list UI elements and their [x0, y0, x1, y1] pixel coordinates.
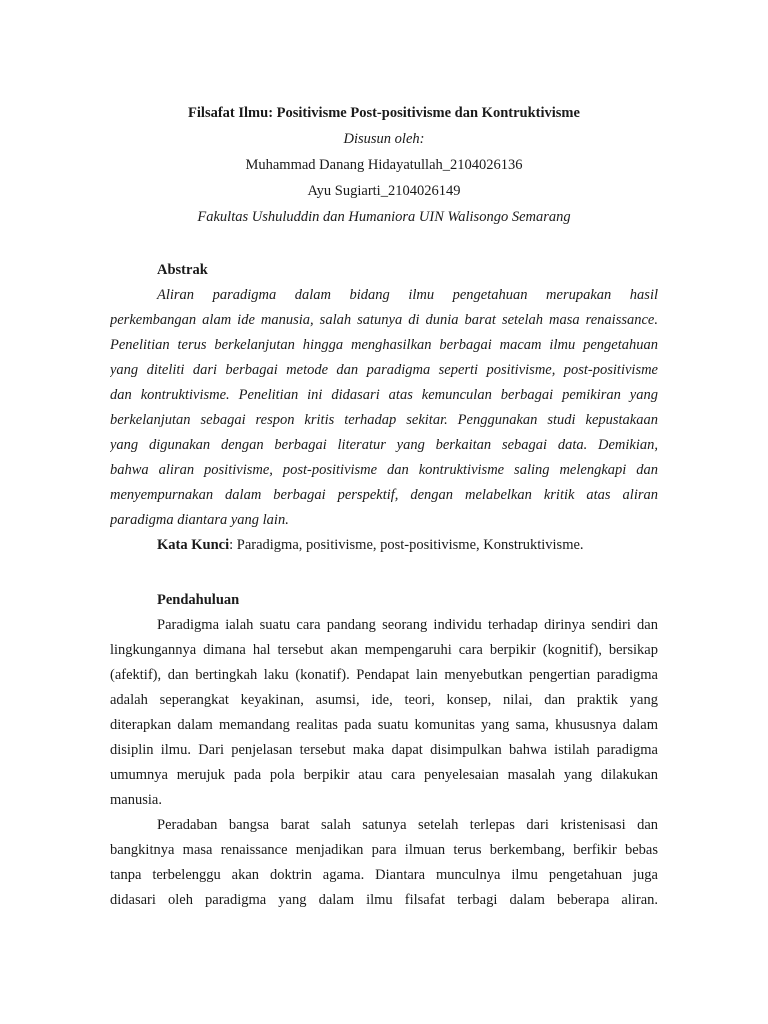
keywords-text: : Paradigma, positivisme, post-positivisme, Konstruktivisme.	[229, 537, 584, 553]
document-header	[0, 100, 768, 230]
abstract-line: menyempurnakan dalam berbagai perspektif, dengan melabelkan kritik atas aliran	[110, 487, 658, 503]
abstract-line: berkelanjutan sebagai respon kritis terhadap sekitar. Penggunakan studi kepustakaan	[110, 412, 658, 428]
body-line: disiplin ilmu. Dari penjelasan tersebut maka dapat disimpulkan bahwa istilah paradigma	[110, 742, 658, 758]
abstract-line: perkembangan alam ide manusia, salah satunya di dunia barat setelah masa renaissance.	[110, 312, 658, 328]
body-line: bangkitnya masa renaissance menjadikan para ilmuan terus berkembang, berfikir bebas	[110, 842, 658, 858]
introduction-heading: Pendahuluan	[157, 592, 240, 608]
abstract-line: yang diteliti dari berbagai metode dan paradigma seperti positivisme, post-positivisme	[110, 362, 658, 378]
author-1: Muhammad Danang Hidayatullah_2104026136	[245, 157, 523, 173]
body-line: umumnya merujuk pada pola berpikir atau cara penyelesaian masalah yang dilakukan	[110, 767, 658, 783]
body-line: Paradigma ialah suatu cara pandang seorang individu terhadap dirinya sendiri dan	[157, 617, 658, 633]
keywords	[110, 533, 658, 558]
introduction-section	[110, 588, 658, 913]
body-line: lingkungannya dimana hal tersebut akan mempengaruhi cara berpikir (kognitif), bersikap	[110, 642, 658, 658]
abstract-line: Aliran paradigma dalam bidang ilmu pengetahuan merupakan hasil	[157, 287, 658, 303]
abstract-line: dan kontruktivisme. Penelitian ini didasari atas kemunculan berbagai pemikiran yang	[110, 387, 658, 403]
abstract-line: yang digunakan dengan berbagai literatur yang berkaitan sebagai data. Demikian,	[110, 437, 658, 453]
abstract-section	[110, 258, 658, 558]
abstract-line: paradigma diantara yang lain.	[110, 512, 289, 528]
keywords-label: Kata Kunci	[157, 537, 230, 553]
body-line: tanpa terbelenggu akan doktrin agama. Diantara munculnya ilmu pengetahuan juga	[110, 867, 658, 883]
byline: Disusun oleh:	[343, 131, 425, 147]
body-line: manusia.	[110, 792, 162, 808]
body-line: Peradaban bangsa barat salah satunya setelah terlepas dari kristenisasi dan	[157, 817, 658, 833]
affiliation: Fakultas Ushuluddin dan Humaniora UIN Walisongo Semarang	[197, 209, 571, 225]
author-2: Ayu Sugiarti_2104026149	[307, 183, 461, 199]
body-line: diterapkan dalam memandang realitas pada suatu komunitas yang sama, khususnya dalam	[110, 717, 658, 733]
body-line: didasari oleh paradigma yang dalam ilmu filsafat terbagi dalam beberapa aliran.	[110, 892, 658, 908]
body-line: (afektif), dan bertingkah laku (konatif). Pendapat lain menyebutkan pengertian paradigma	[110, 667, 658, 683]
abstract-line: bahwa aliran positivisme, post-positivisme dan kontruktivisme saling melengkapi dan	[110, 462, 658, 478]
abstract-heading: Abstrak	[157, 262, 208, 278]
body-line: adalah seperangkat keyakinan, asumsi, ide, teori, konsep, nilai, dan praktik yang	[110, 692, 658, 708]
abstract-line: Penelitian terus berkelanjutan hingga menghasilkan berbagai macam ilmu pengetahuan	[110, 337, 658, 353]
paper-title: Filsafat Ilmu: Positivisme Post-positivisme dan Kontruktivisme	[188, 105, 580, 121]
